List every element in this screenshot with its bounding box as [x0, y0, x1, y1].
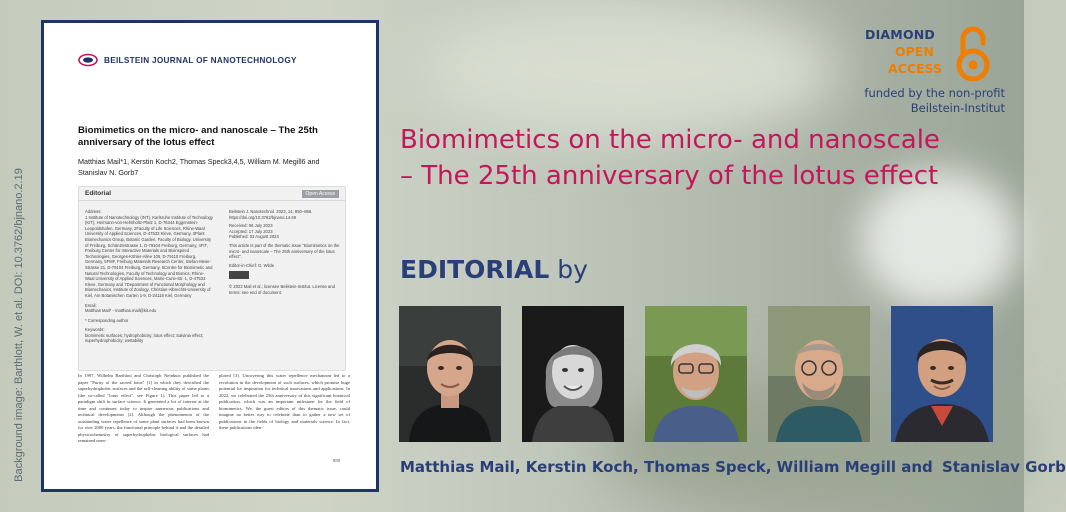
email-text: Matthias Mail* - matthias.mail@kit.edu	[85, 308, 157, 314]
body-column-right: plored [3]. Uncovering this water repellence mechanism led to a revolution in the development of such surfaces, which promise huge potential for inspiration for technical innovations and applications. In 2022, we celebrated the 25th anniversary of this significant botanical publication, which was an important milestone for the field of biomimetics. We, the guest editors of this thematic issue, could imagine no better way to celebrate than to gather a new set of publications in the fields of biology and materials science. In fact, these publications iden-	[219, 373, 350, 430]
author-name: Thomas Speck,	[644, 458, 772, 476]
author-photo-koch	[522, 306, 624, 442]
author-name: Kerstin Koch,	[525, 458, 639, 476]
page-number: 850	[333, 458, 340, 463]
published-date: Published: 03 August 2023	[229, 234, 279, 240]
info-box-header	[79, 187, 345, 201]
headline: Biomimetics on the micro- and nanoscale – The 25th anniversary of the lotus effect	[400, 125, 940, 191]
body-column-left: In 1997, Wilhelm Barthlott and Christoph Neinhuis published the paper "Purity of the sacred lotus" [1] in which they described the superhydrophobic surfaces and the self-cleaning ability of some plants (the so-called "lotus effect", see Figure 1). This paper led to a paradigm shift in surface science. It generated a lot of interest at the time and continues today to inspire numerous publications and technical developments [2]. Although the phenomenon of the outstanding water repellence of some plant surfaces had been known for over 2000 years, the functional principle behind it and the detailed physicochemistry of superhydrophobic biological surfaces had remained unex-	[78, 373, 209, 443]
received-date: Received: 06 July 2023	[229, 223, 273, 229]
keywords-text: biomimetic surfaces; hydrophobicity; lotus effect; Salvinia effect; superhydrophobicity; wettability	[85, 332, 204, 344]
paper-thumbnail[interactable]	[41, 20, 379, 492]
paper-authors: Matthias Mail*1, Kerstin Koch2, Thomas Speck3,4,5, William M. Megill6 and Stanislav N. Gorb7	[78, 157, 320, 177]
author-name: Stanislav Gorb	[941, 458, 1066, 476]
image-credit: Background image: Barthlott, W. et al. DOI: 10.3762/bjnano.2.19	[13, 168, 26, 482]
open-access-badge: Open Access	[302, 190, 339, 198]
funding-line-1: funded by the non-profit	[864, 86, 1005, 100]
paper-body	[78, 373, 350, 445]
editorial-by: by	[549, 255, 588, 284]
author-photo-mail	[399, 306, 501, 442]
background-leaf-texture	[420, 0, 840, 140]
keywords-label: Keywords:	[85, 327, 105, 333]
affiliations-column	[85, 209, 213, 344]
citation: Beilstein J. Nanotechnol. 2023, 14, 850–856.	[229, 209, 313, 214]
email-label: Email:	[85, 302, 97, 308]
cc-by-icon	[229, 271, 249, 279]
author-names	[400, 458, 1066, 476]
article-info-box	[78, 186, 346, 371]
author-photo-speck	[645, 306, 747, 442]
doi-link[interactable]: https://doi.org/10.3762/bjnano.14.69	[229, 214, 297, 220]
paper-page	[44, 23, 376, 489]
address-text: 1 Institute of Nanotechnology (INT), Karlsruhe Institute of Technology (KIT), Hermann-von-Helmholtz-Platz 1, D-76344 Eggenstein-Leopoldshafen, Germany, 2Faculty of Life Sciences, Rhine-Waal University of Applied Sciences, D-47533 Kleve, Germany, 3Plant Biomechanics Group, Botanic Garden, Faculty of Biology, University of Freiburg, Schänzlestrasse 1, D-79104 Freiburg, Germany, 4FIT, Freiburg Center for Interactive Materials and Bioinspired Technologies, Georges-Köhler-Allee 105, D-79110 Freiburg, Germany, 5FMF, Freiburg Materials Research Center, Stefan-Meier-Strasse 21, D-79104 Freiburg, Germany, 6Centre for Biomimetic and Natural Technologies, Faculty of Technology and Bionics, Rhine-Waal University of Applied Sciences, Marie-Curie-Str. 1, D-47533 Kleve, Germany and 7Department of Functional Morphology and Biomechanics, Institute of Zoology, Christian-Albrechts-University of Kiel, Am Botanischen Garten 1-9, D-24118 Kiel, Germany	[85, 214, 213, 298]
editor-note: Editor-in-Chief: G. Wilde	[229, 262, 275, 268]
corresponding-note: * Corresponding author	[85, 317, 129, 323]
logo-open-text: OPEN	[895, 44, 934, 59]
author-photo-gorb	[891, 306, 993, 442]
address-label: Address:	[85, 209, 102, 214]
author-photo-megill	[768, 306, 870, 442]
open-access-lock-icon	[955, 25, 991, 83]
logo-diamond-text: DIAMOND	[865, 27, 936, 42]
author-name: Matthias Mail,	[400, 458, 521, 476]
citation-column	[229, 209, 341, 295]
journal-logo-icon	[78, 53, 98, 67]
copyright-note: © 2023 Mail et al.; licensee Beilstein-Institut. License and terms: see end of document.	[229, 283, 335, 295]
journal-header	[78, 53, 297, 67]
journal-name: BEILSTEIN JOURNAL OF NANOTECHNOLOGY	[104, 55, 297, 65]
article-type-label: Editorial	[85, 190, 112, 197]
author-name: William Megill and	[776, 458, 933, 476]
paper-title: Biomimetics on the micro- and nanoscale – The 25th anniversary of the lotus effect	[78, 125, 318, 148]
editorial-by-heading	[400, 255, 588, 284]
logo-access-text: ACCESS	[888, 61, 943, 76]
series-note: This article is part of the thematic issue "Biomimetics on the micro- and nanoscale – The 25th anniversary of the lotus effect".	[229, 242, 340, 260]
funding-note	[820, 86, 1005, 116]
funding-line-2: Beilstein-Institut	[910, 101, 1005, 115]
editorial-label: EDITORIAL	[400, 255, 550, 284]
accepted-date: Accepted: 17 July 2023	[229, 228, 273, 234]
